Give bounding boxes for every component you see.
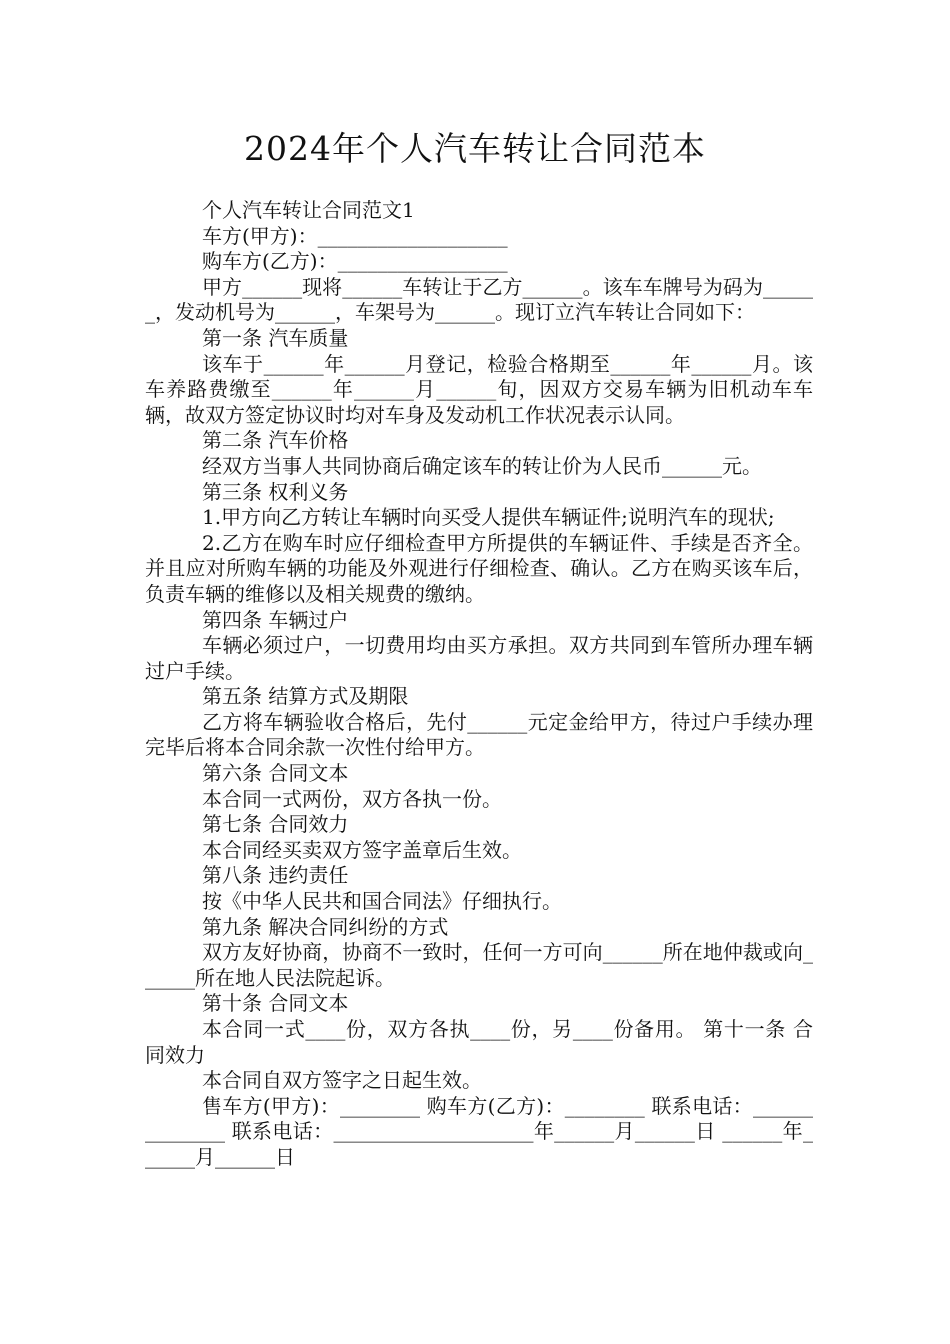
paragraph: 该车于______年______月登记，检验合格期至______年______月。该车养路费缴至______年______月______旬，因双方交易车辆为旧机动车车辆，故双方签定协议时均对车身及发动机工作状况表示认同。 xyxy=(145,351,813,427)
article-heading: 第十条 合同文本 xyxy=(202,991,349,1016)
paragraph: 个人汽车转让合同范文1 xyxy=(202,198,415,222)
article-heading: 第九条 解决合同纠纷的方式 xyxy=(202,914,449,939)
article-heading: 第八条 违约责任 xyxy=(202,863,349,888)
paragraph: 双方友好协商，协商不一致时，任何一方可向______所在地仲裁或向______所在地人民法院起诉。 xyxy=(145,940,813,990)
article-heading: 第四条 车辆过户 xyxy=(202,607,349,632)
paragraph: 车辆必须过户，一切费用均由买方承担。双方共同到车管所办理车辆过户手续。 xyxy=(145,633,813,683)
paragraph: 经双方当事人共同协商后确定该车的转让价为人民币______元。 xyxy=(202,453,762,478)
paragraph: 本合同一式____份，双方各执____份，另____份备用。 第十一条 合同效力 xyxy=(145,1017,813,1067)
paragraph: 2.乙方在购车时应仔细检查甲方所提供的车辆证件、手续是否齐全。并且应对所购车辆的功能及外观进行仔细检查、确认。乙方在购买该车后，负责车辆的维修以及相关规费的缴纳。 xyxy=(145,530,813,606)
document-title: 2024年个人汽车转让合同范本 xyxy=(244,129,706,168)
paragraph: 购车方(乙方)：_________________ xyxy=(202,249,508,274)
paragraph: 按《中华人民共和国合同法》仔细执行。 xyxy=(202,889,562,914)
article-heading: 第六条 合同文本 xyxy=(202,761,349,786)
paragraph: 甲方______现将______车转让于乙方______。该车车牌号为码为______，发动机号为______，车架号为______。现订立汽车转让合同如下： xyxy=(145,274,813,325)
paragraph: 1.甲方向乙方转让车辆时向买受人提供车辆证件;说明汽车的现状; xyxy=(202,505,775,530)
paragraph: 本合同一式两份，双方各执一份。 xyxy=(202,786,502,811)
paragraph: 乙方将车辆验收合格后，先付______元定金给甲方，待过户手续办理完毕后将本合同余款一次性付给甲方。 xyxy=(145,709,813,760)
paragraph: 车方(甲方)：___________________ xyxy=(202,223,508,248)
paragraph: 售车方(甲方)：________ 购车方(乙方)：________ 联系电话：______________ 联系电话：____________________年______月______日 ______年______月______日 xyxy=(145,1093,813,1169)
article-heading: 第二条 汽车价格 xyxy=(202,428,349,453)
paragraph: 本合同经买卖双方签字盖章后生效。 xyxy=(202,837,522,862)
article-heading: 第七条 合同效力 xyxy=(202,812,349,837)
article-heading: 第一条 汽车质量 xyxy=(202,325,349,350)
document-body xyxy=(145,198,813,1171)
paragraph: 本合同自双方签字之日起生效。 xyxy=(202,1068,482,1093)
article-heading: 第三条 权利义务 xyxy=(202,479,349,504)
article-heading: 第五条 结算方式及期限 xyxy=(202,684,409,709)
